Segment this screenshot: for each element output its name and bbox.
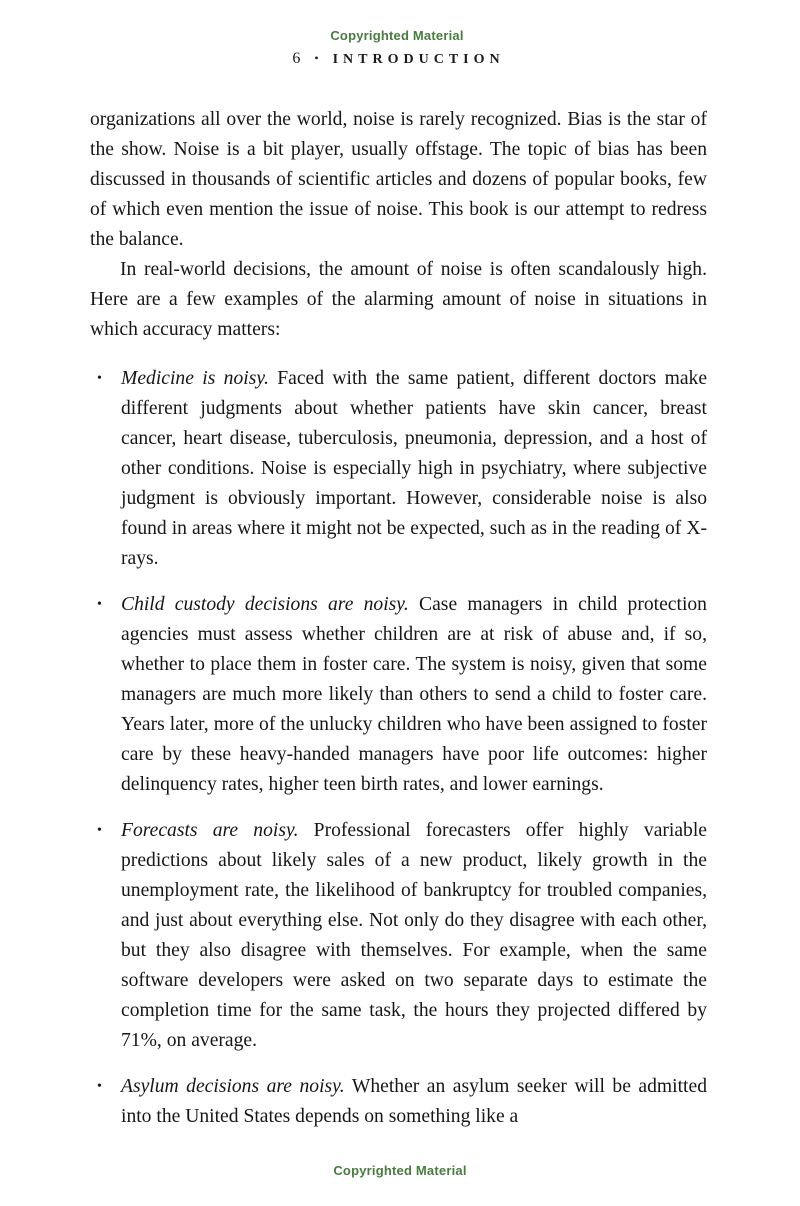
bullet-lead: Asylum decisions are noisy. [121,1076,345,1097]
bullet-text: Case managers in child protection agencies must assess whether children are at risk of abuse and, if so, whether to place them in foster care. The system is noisy, given that some managers are much more likely than others to send a child to foster care. Years later, more of the unlucky children who have been assigned to foster care by these heavy-handed managers have poor life outcomes: higher delinquency rates, higher teen birth rates, and lower earnings. [121,594,707,795]
bullet-lead: Child custody decisions are noisy. [121,594,409,615]
copyright-notice-bottom: Copyrighted Material [333,1163,467,1178]
list-item [90,1072,707,1132]
bullet-lead: Forecasts are noisy. [121,820,299,841]
running-head [90,50,707,68]
bullet-list [90,364,707,1132]
list-item [90,364,707,574]
bullet-text: Professional forecasters offer highly variable predictions about likely sales of a new product, likely growth in the unemployment rate, the likelihood of bankruptcy for troubled companies, and just about everything else. Not only do they disagree with each other, but they also disagree with themselves. For example, when the same software developers were asked on two separate days to estimate the completion time for the same task, the hours they projected differed by 71%, on average. [121,820,707,1051]
chapter-title: INTRODUCTION [332,52,505,67]
copyright-notice-top: Copyrighted Material [330,28,464,43]
bullet-lead: Medicine is noisy. [121,368,269,389]
body-text-block [90,105,707,1132]
paragraph: In real-world decisions, the amount of noise is often scandalously high. Here are a few examples of the alarming amount of noise in situations in which accuracy matters: [90,259,707,340]
separator-dot: • [314,51,319,65]
list-item [90,590,707,800]
bullet-text: Whether an asylum seeker will be admitted into the United States depends on something like a [121,1076,707,1127]
bullet-text: Faced with the same patient, different doctors make different judgments about whether patients have skin cancer, breast cancer, heart disease, tuberculosis, pneumonia, depression, and a host of other conditions. Noise is especially high in psychiatry, where subjective judgment is obviously important. However, considerable noise is also found in areas where it might not be expected, such as in the reading of X-rays. [121,368,708,569]
page-number: 6 [292,50,301,67]
paragraph: organizations all over the world, noise is rarely recognized. Bias is the star of the show. Noise is a bit player, usually offstage. The topic of bias has been discussed in thousands of scientific articles and dozens of popular books, few of which even mention the issue of noise. This book is our attempt to redress the balance. [90,109,707,250]
list-item [90,816,707,1056]
